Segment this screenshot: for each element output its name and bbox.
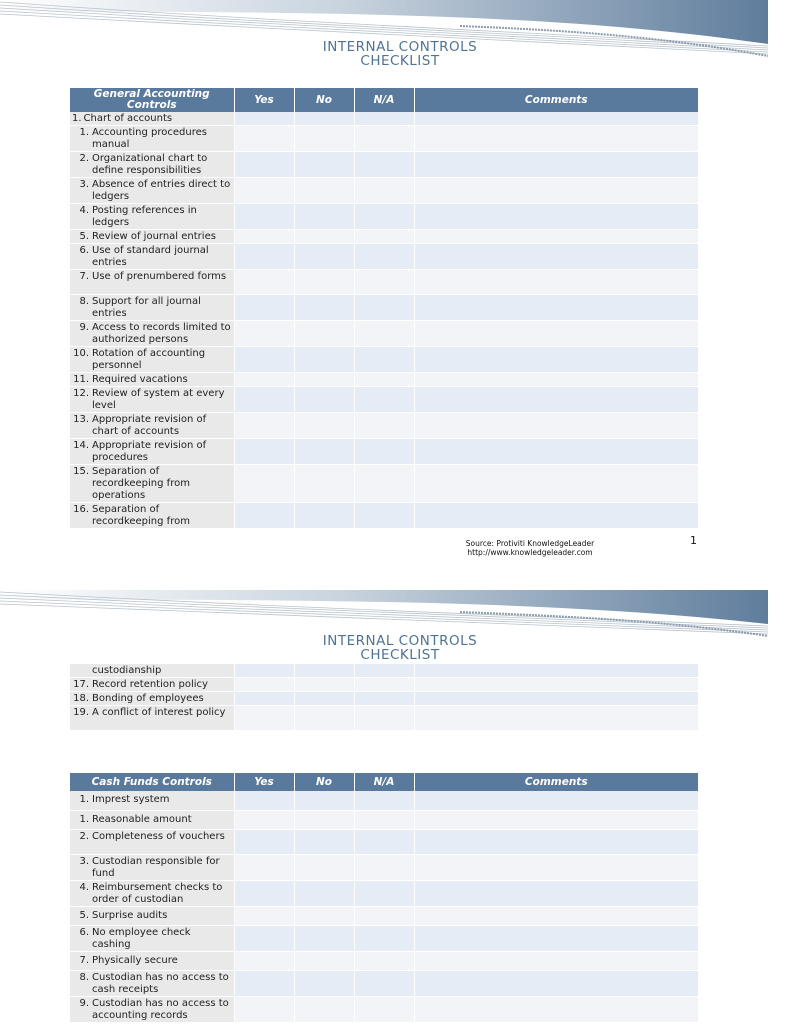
comments-cell[interactable] [414, 387, 698, 413]
yes-cell[interactable] [234, 906, 294, 925]
no-cell[interactable] [294, 112, 354, 126]
column-header: Yes [234, 773, 294, 791]
row-label: Use of standard journal entries [92, 245, 209, 268]
row-number: 7. [79, 954, 89, 966]
column-header: No [294, 88, 354, 112]
table-row [70, 387, 698, 413]
na-cell[interactable] [354, 692, 414, 706]
yes-cell[interactable] [234, 347, 294, 373]
no-cell[interactable] [294, 678, 354, 692]
table-row [70, 126, 698, 152]
table-row [70, 373, 698, 387]
comments-cell[interactable] [414, 465, 698, 503]
row-label: Support for all journal entries [92, 296, 201, 319]
row-number: 1. [72, 113, 82, 124]
na-cell[interactable] [354, 152, 414, 178]
no-cell[interactable] [294, 439, 354, 465]
no-cell[interactable] [294, 706, 354, 731]
no-cell[interactable] [294, 810, 354, 829]
comments-cell[interactable] [414, 126, 698, 152]
yes-cell[interactable] [234, 270, 294, 295]
source-citation: Source: Protiviti KnowledgeLeader http://www.knowledgeleader.com [465, 539, 595, 557]
table-row [70, 152, 698, 178]
general-accounting-controls-table [70, 88, 698, 529]
no-cell[interactable] [294, 347, 354, 373]
row-number: 16. [73, 504, 89, 515]
table-row [70, 951, 698, 970]
table-row [70, 706, 698, 731]
na-cell[interactable] [354, 126, 414, 152]
column-header: Cash Funds Controls [70, 773, 234, 791]
no-cell[interactable] [294, 906, 354, 925]
comments-cell[interactable] [414, 244, 698, 270]
column-header: Comments [414, 88, 698, 112]
yes-cell[interactable] [234, 413, 294, 439]
comments-cell[interactable] [414, 347, 698, 373]
no-cell[interactable] [294, 413, 354, 439]
row-label: Custodian has no access to accounting records [92, 997, 229, 1021]
yes-cell[interactable] [234, 970, 294, 996]
no-cell[interactable] [294, 373, 354, 387]
yes-cell[interactable] [234, 295, 294, 321]
yes-cell[interactable] [234, 152, 294, 178]
table-row [70, 829, 698, 854]
table-row [70, 347, 698, 373]
yes-cell[interactable] [234, 925, 294, 951]
table-row [70, 178, 698, 204]
row-number: 7. [79, 271, 89, 282]
yes-cell[interactable] [234, 678, 294, 692]
comments-cell[interactable] [414, 321, 698, 347]
row-number: 8. [79, 296, 89, 307]
no-cell[interactable] [294, 230, 354, 244]
column-header: N/A [354, 88, 414, 112]
table-row [70, 996, 698, 1022]
comments-cell[interactable] [414, 112, 698, 126]
no-cell[interactable] [294, 270, 354, 295]
table-row [70, 692, 698, 706]
na-cell[interactable] [354, 925, 414, 951]
slide-title: INTERNAL CONTROLS CHECKLIST [322, 633, 478, 663]
row-number: 10. [73, 348, 89, 359]
comments-cell[interactable] [414, 925, 698, 951]
no-cell[interactable] [294, 152, 354, 178]
row-label: Review of system at every level [92, 388, 225, 411]
no-cell[interactable] [294, 204, 354, 230]
yes-cell[interactable] [234, 204, 294, 230]
yes-cell[interactable] [234, 692, 294, 706]
table-row [70, 678, 698, 692]
row-label: Record retention policy [92, 679, 208, 690]
row-number: 4. [79, 881, 89, 893]
no-cell[interactable] [294, 970, 354, 996]
row-number: 1. [79, 813, 89, 825]
table-header-row [70, 773, 698, 791]
no-cell[interactable] [294, 829, 354, 854]
row-label: Custodian has no access to cash receipts [92, 971, 229, 995]
yes-cell[interactable] [234, 178, 294, 204]
table-header-row [70, 88, 698, 112]
comments-cell[interactable] [414, 664, 698, 678]
comments-cell[interactable] [414, 413, 698, 439]
row-label: Appropriate revision of chart of accounts [92, 414, 207, 437]
yes-cell[interactable] [234, 996, 294, 1022]
no-cell[interactable] [294, 996, 354, 1022]
na-cell[interactable] [354, 829, 414, 854]
comments-cell[interactable] [414, 880, 698, 906]
row-number: 17. [73, 679, 89, 690]
row-label: Imprest system [92, 794, 170, 805]
row-number: 9. [79, 997, 89, 1009]
row-label: Accounting procedures manual [92, 127, 207, 150]
comments-cell[interactable] [414, 503, 698, 529]
comments-cell[interactable] [414, 996, 698, 1022]
slide-title: INTERNAL CONTROLS CHECKLIST [322, 39, 478, 69]
row-label: Review of journal entries [92, 231, 216, 242]
no-cell[interactable] [294, 387, 354, 413]
comments-cell[interactable] [414, 706, 698, 731]
na-cell[interactable] [354, 373, 414, 387]
row-label: Separation of recordkeeping from operations [92, 466, 190, 501]
na-cell[interactable] [354, 439, 414, 465]
row-number: 1. [79, 794, 89, 805]
row-number: 14. [73, 440, 89, 451]
yes-cell[interactable] [234, 829, 294, 854]
comments-cell[interactable] [414, 906, 698, 925]
slide-2 [0, 590, 768, 1024]
table-row [70, 906, 698, 925]
table-row [70, 112, 698, 126]
row-number: 6. [79, 926, 89, 938]
row-number: 18. [73, 693, 89, 704]
no-cell[interactable] [294, 664, 354, 678]
row-label: Reasonable amount [92, 813, 192, 825]
row-label: custodianship [92, 665, 162, 676]
na-cell[interactable] [354, 112, 414, 126]
row-label: Rotation of accounting personnel [92, 348, 206, 371]
table-row [70, 854, 698, 880]
row-number: 19. [73, 707, 89, 718]
yes-cell[interactable] [234, 880, 294, 906]
row-label: Bonding of employees [92, 693, 204, 704]
row-number: 15. [73, 466, 89, 477]
table-row [70, 295, 698, 321]
table-row [70, 925, 698, 951]
row-label: A conflict of interest policy [92, 707, 226, 718]
comments-cell[interactable] [414, 951, 698, 970]
table-row [70, 465, 698, 503]
comments-cell[interactable] [414, 373, 698, 387]
na-cell[interactable] [354, 244, 414, 270]
na-cell[interactable] [354, 678, 414, 692]
comments-cell[interactable] [414, 295, 698, 321]
yes-cell[interactable] [234, 230, 294, 244]
comments-cell[interactable] [414, 854, 698, 880]
comments-cell[interactable] [414, 439, 698, 465]
no-cell[interactable] [294, 692, 354, 706]
row-label: Absence of entries direct to ledgers [92, 179, 231, 202]
row-label: Separation of recordkeeping from [92, 504, 190, 527]
na-cell[interactable] [354, 996, 414, 1022]
row-number: 9. [79, 322, 89, 333]
table-row [70, 244, 698, 270]
yes-cell[interactable] [234, 791, 294, 810]
row-label: Completeness of vouchers [92, 830, 225, 842]
comments-cell[interactable] [414, 204, 698, 230]
no-cell[interactable] [294, 880, 354, 906]
table-row [70, 970, 698, 996]
comments-cell[interactable] [414, 791, 698, 810]
row-label: Required vacations [92, 374, 188, 385]
row-label: Reimbursement checks to order of custodian [92, 881, 223, 905]
row-number: 4. [79, 205, 89, 216]
comments-cell[interactable] [414, 230, 698, 244]
table-row [70, 810, 698, 829]
table-row [70, 321, 698, 347]
na-cell[interactable] [354, 387, 414, 413]
yes-cell[interactable] [234, 387, 294, 413]
yes-cell[interactable] [234, 664, 294, 678]
row-number: 5. [79, 909, 89, 921]
na-cell[interactable] [354, 413, 414, 439]
no-cell[interactable] [294, 321, 354, 347]
row-number: 3. [79, 855, 89, 867]
row-label: No employee check cashing [92, 926, 191, 950]
column-header: No [294, 773, 354, 791]
row-number: 12. [73, 388, 89, 399]
comments-cell[interactable] [414, 970, 698, 996]
row-label: Access to records limited to authorized persons [92, 322, 231, 345]
no-cell[interactable] [294, 791, 354, 810]
row-number: 3. [79, 179, 89, 190]
na-cell[interactable] [354, 664, 414, 678]
yes-cell[interactable] [234, 112, 294, 126]
na-cell[interactable] [354, 706, 414, 731]
na-cell[interactable] [354, 970, 414, 996]
yes-cell[interactable] [234, 854, 294, 880]
table-row [70, 439, 698, 465]
column-header: Yes [234, 88, 294, 112]
yes-cell[interactable] [234, 810, 294, 829]
no-cell[interactable] [294, 854, 354, 880]
table-row [70, 230, 698, 244]
row-label: Organizational chart to define responsibilities [92, 153, 208, 176]
row-number: 1. [79, 127, 89, 138]
yes-cell[interactable] [234, 951, 294, 970]
na-cell[interactable] [354, 951, 414, 970]
yes-cell[interactable] [234, 126, 294, 152]
yes-cell[interactable] [234, 706, 294, 731]
row-label: Physically secure [92, 954, 178, 966]
na-cell[interactable] [354, 880, 414, 906]
na-cell[interactable] [354, 810, 414, 829]
na-cell[interactable] [354, 791, 414, 810]
comments-cell[interactable] [414, 270, 698, 295]
yes-cell[interactable] [234, 503, 294, 529]
no-cell[interactable] [294, 951, 354, 970]
table-row [70, 270, 698, 295]
yes-cell[interactable] [234, 439, 294, 465]
comments-cell[interactable] [414, 810, 698, 829]
row-label: Appropriate revision of procedures [92, 440, 207, 463]
no-cell[interactable] [294, 178, 354, 204]
na-cell[interactable] [354, 178, 414, 204]
table-row [70, 880, 698, 906]
page-number: 1 [690, 534, 697, 547]
no-cell[interactable] [294, 925, 354, 951]
comments-cell[interactable] [414, 692, 698, 706]
row-number: 11. [73, 374, 89, 385]
table-row [70, 204, 698, 230]
column-header: N/A [354, 773, 414, 791]
no-cell[interactable] [294, 244, 354, 270]
comments-cell[interactable] [414, 678, 698, 692]
row-number: 2. [79, 830, 89, 842]
na-cell[interactable] [354, 465, 414, 503]
row-label: Surprise audits [92, 909, 168, 921]
comments-cell[interactable] [414, 178, 698, 204]
na-cell[interactable] [354, 295, 414, 321]
yes-cell[interactable] [234, 244, 294, 270]
no-cell[interactable] [294, 465, 354, 503]
row-label: Use of prenumbered forms [92, 271, 227, 282]
row-number: 8. [79, 971, 89, 983]
table-row [70, 664, 698, 678]
cash-funds-controls-table [70, 773, 698, 1023]
table-row [70, 413, 698, 439]
na-cell[interactable] [354, 230, 414, 244]
na-cell[interactable] [354, 347, 414, 373]
no-cell[interactable] [294, 295, 354, 321]
row-label: Chart of accounts [83, 113, 173, 124]
na-cell[interactable] [354, 270, 414, 295]
column-header: Comments [414, 773, 698, 791]
general-accounting-controls-table-continued [70, 664, 698, 731]
column-header: General Accounting Controls [70, 88, 234, 112]
table-row [70, 503, 698, 529]
na-cell[interactable] [354, 854, 414, 880]
yes-cell[interactable] [234, 465, 294, 503]
na-cell[interactable] [354, 321, 414, 347]
row-number: 5. [79, 231, 89, 242]
comments-cell[interactable] [414, 829, 698, 854]
na-cell[interactable] [354, 503, 414, 529]
row-number: 2. [79, 153, 89, 164]
na-cell[interactable] [354, 204, 414, 230]
yes-cell[interactable] [234, 321, 294, 347]
na-cell[interactable] [354, 906, 414, 925]
row-number: 6. [79, 245, 89, 256]
no-cell[interactable] [294, 503, 354, 529]
row-number: 13. [73, 414, 89, 425]
comments-cell[interactable] [414, 152, 698, 178]
table-row [70, 791, 698, 810]
row-label: Custodian responsible for fund [92, 855, 220, 879]
row-label: Posting references in ledgers [92, 205, 197, 228]
row-number [72, 665, 92, 677]
no-cell[interactable] [294, 126, 354, 152]
yes-cell[interactable] [234, 373, 294, 387]
